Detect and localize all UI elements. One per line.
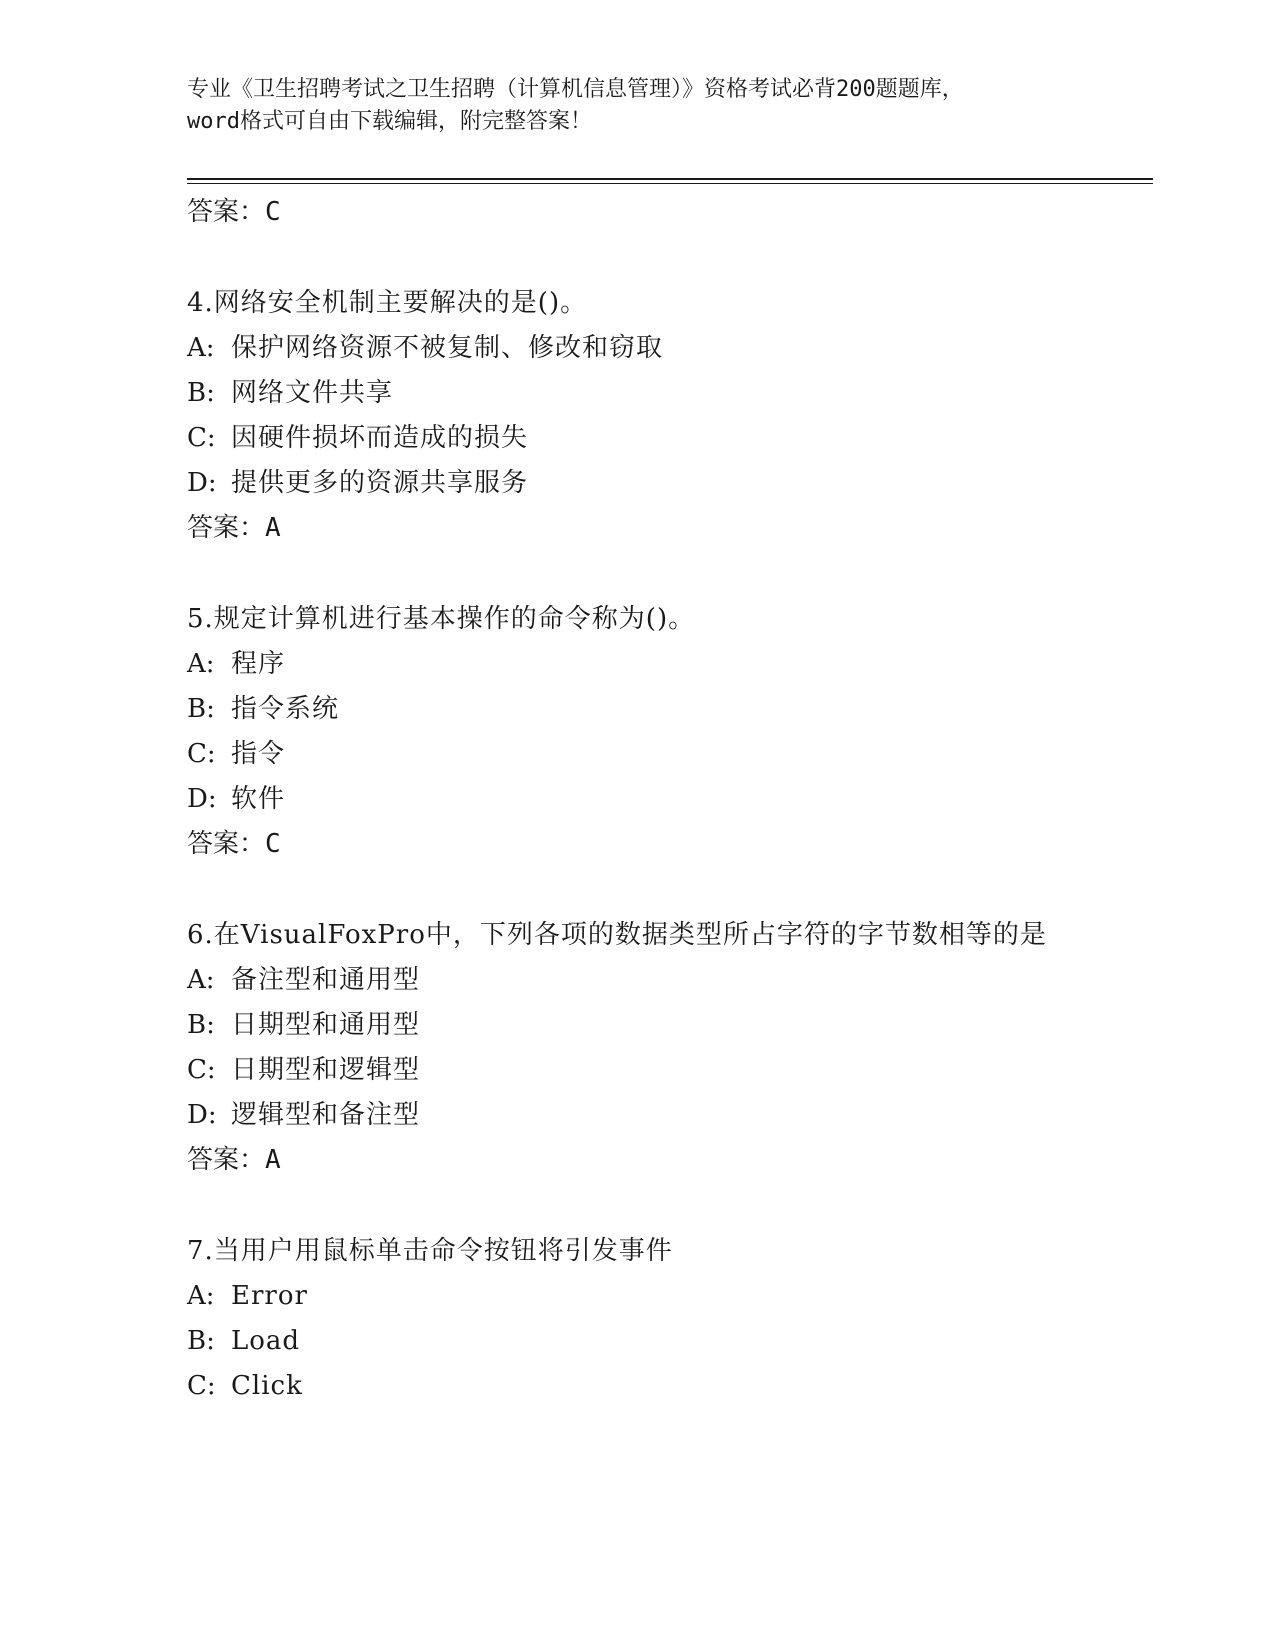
option-letter: C:: [187, 1055, 216, 1085]
option-text: Load: [231, 1326, 301, 1356]
option-d: [187, 777, 1087, 822]
option-letter: B:: [187, 1010, 215, 1040]
option-text: 逻辑型和备注型: [231, 1100, 421, 1130]
option-text: 提供更多的资源共享服务: [231, 468, 529, 498]
option-letter: C:: [187, 423, 216, 453]
option-letter: B:: [187, 1326, 215, 1356]
option-letter: A:: [187, 965, 215, 995]
option-b: [187, 1003, 1087, 1048]
option-text: 网络文件共享: [231, 378, 394, 408]
option-text: 保护网络资源不被复制、修改和窃取: [231, 333, 664, 363]
option-c: [187, 1048, 1087, 1093]
question-spacer: [187, 1183, 1087, 1229]
option-a: [187, 326, 1087, 371]
option-letter: D:: [187, 784, 217, 814]
question-item: [187, 281, 1087, 551]
question-stem: 6.在VisualFoxPro中，下列各项的数据类型所占字符的字节数相等的是: [187, 920, 1047, 950]
header-title-line-2: word格式可自由下载编辑，附完整答案！: [187, 109, 592, 134]
option-a: [187, 958, 1087, 1003]
option-text: 程序: [231, 649, 286, 679]
option-letter: A:: [187, 1281, 215, 1311]
option-c: [187, 732, 1087, 777]
option-letter: C:: [187, 1371, 216, 1401]
option-letter: D:: [187, 1100, 217, 1130]
option-b: [187, 687, 1087, 732]
option-a: [187, 1274, 1087, 1319]
question-spacer: [187, 867, 1087, 913]
option-a: [187, 642, 1087, 687]
option-b: [187, 371, 1087, 416]
option-d: [187, 461, 1087, 506]
question-stem: 5.规定计算机进行基本操作的命令称为()。: [187, 604, 696, 634]
header-divider-thin: [187, 183, 1153, 184]
option-b: [187, 1319, 1087, 1364]
option-d: [187, 1093, 1087, 1138]
option-letter: D:: [187, 468, 217, 498]
question-spacer: [187, 551, 1087, 597]
header-divider-thick: [187, 178, 1153, 180]
option-letter: B:: [187, 378, 215, 408]
option-text: 日期型和通用型: [231, 1010, 421, 1040]
question-answer: 答案：A: [187, 513, 281, 543]
option-letter: C:: [187, 739, 216, 769]
previous-answer: 答案：C: [187, 197, 281, 227]
option-c: [187, 416, 1087, 461]
option-text: 备注型和通用型: [231, 965, 421, 995]
option-text: 软件: [231, 784, 286, 814]
question-list: [187, 190, 1087, 1409]
option-text: 指令: [231, 739, 286, 769]
option-c: [187, 1364, 1087, 1409]
option-text: 日期型和逻辑型: [231, 1055, 421, 1085]
question-answer: 答案：A: [187, 1145, 281, 1175]
header-title-line-1: 专业《卫生招聘考试之卫生招聘（计算机信息管理）》资格考试必背200题题库，: [187, 77, 964, 102]
option-letter: B:: [187, 694, 215, 724]
document-header: [187, 74, 1087, 138]
option-text: Click: [231, 1371, 303, 1401]
option-letter: A:: [187, 649, 215, 679]
question-stem: 7.当用户用鼠标单击命令按钮将引发事件: [187, 1236, 673, 1266]
option-text: Error: [231, 1281, 308, 1311]
question-item: [187, 1229, 1087, 1409]
option-letter: A:: [187, 333, 215, 363]
question-answer: 答案：C: [187, 829, 281, 859]
question-item: [187, 597, 1087, 867]
option-text: 指令系统: [231, 694, 340, 724]
question-item: [187, 913, 1087, 1183]
option-text: 因硬件损坏而造成的损失: [231, 423, 529, 453]
question-stem: 4.网络安全机制主要解决的是()。: [187, 288, 588, 318]
